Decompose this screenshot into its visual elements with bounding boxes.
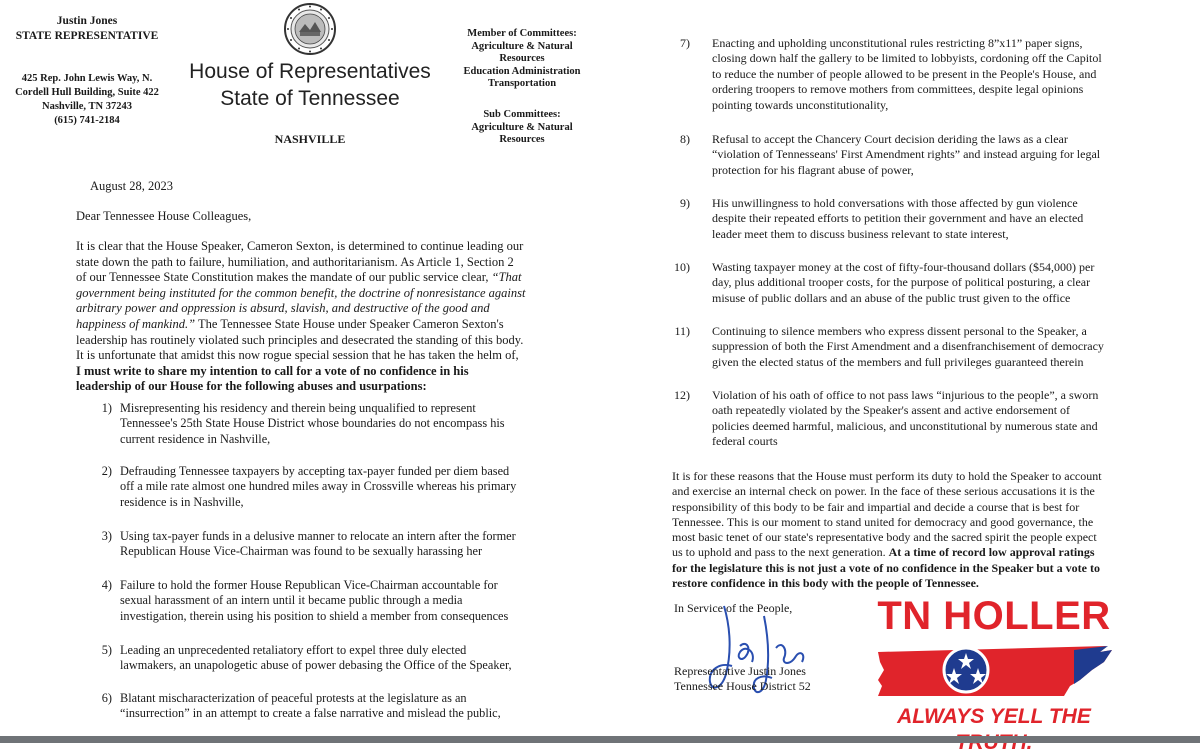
list-item-number: 11) <box>674 324 690 338</box>
salutation: Dear Tennessee House Colleagues, <box>76 209 252 223</box>
page-gap <box>598 0 642 743</box>
list-item-number: 5) <box>101 643 112 657</box>
subcommittees-block <box>452 109 592 147</box>
text-line: Misrepresenting his residency and therein being unqualified to represent <box>120 401 476 415</box>
text-line: ordering troopers to remove mothers from committees, despite legal opinions <box>712 82 1084 97</box>
text-line: responsibility of this body to be fair and impartial and decide a course that is best for <box>672 499 1080 514</box>
text-line: It is for these reasons that the House must perform its duty to hold the Speaker to account <box>672 469 1102 483</box>
text-line: Using tax-payer funds in a delusive manner to relocate an intern after the former <box>120 529 516 543</box>
text-line: His unwillingness to hold conversations with those affected by gun violence <box>712 196 1078 210</box>
tennessee-seal-icon <box>283 2 337 56</box>
letterhead-name-block <box>12 14 162 44</box>
city-name: NASHVILLE <box>274 132 346 146</box>
list-item-number: 4) <box>101 578 112 592</box>
committees-block <box>452 28 592 91</box>
text-line: “violation of Tennesseans' First Amendment rights” and instead arguing for legal <box>712 147 1101 162</box>
tn-holler-tagline: ALWAYS YELL THE <box>897 705 1091 728</box>
list-item-number: 2) <box>101 464 112 478</box>
list-item-text <box>712 132 1100 178</box>
committee-item: Agriculture & Natural <box>471 40 573 52</box>
letterhead-address <box>12 72 162 128</box>
intro-paragraph <box>76 239 596 395</box>
text-line: Refusal to accept the Chancery Court decision deriding the laws as a clear <box>712 132 1068 146</box>
tennessee-map-icon <box>874 640 1114 702</box>
text-line: closing down half the gallery to be limited to lobbyists, cordoning off the Capitol <box>712 51 1102 66</box>
text-line: lawmakers, an unapologetic abuse of power debasing the Office of the Speaker, <box>120 658 512 673</box>
signer-name: Representative Justin Jones <box>674 664 806 678</box>
address-line: Cordell Hull Building, Suite 422 <box>15 87 159 98</box>
text-line: restore confidence in this body with the people of Tennessee. <box>672 576 979 591</box>
rep-name: Justin Jones <box>56 15 118 27</box>
text-line: protection for his flagrant abuse of power, <box>712 162 914 177</box>
text-line: for the legislature this is not just a vote of no confidence in the Speaker but a vote to <box>672 560 1100 575</box>
text-line: most basic tenet of our state's representative body and the sacred spirit the people expect <box>672 530 1097 545</box>
letter-page-1 <box>0 0 598 743</box>
list-item-text <box>712 388 1098 450</box>
text-line: and exercise an internal check on power. In the face of these serious accusations it is the <box>672 484 1095 499</box>
text-line: residence is in Nashville, <box>120 494 244 509</box>
subcommittee-item: Agriculture & Natural <box>471 121 573 133</box>
list-item-text <box>712 36 1102 113</box>
text-line: federal courts <box>712 434 778 449</box>
text-line: to reduce the number of people allowed to be present in the People's House, and <box>712 66 1097 81</box>
text-line: us to uphold and pass to the next generation. At a time of record low approval ratings <box>672 545 1095 560</box>
text-line: Blatant mischaracterization of peaceful protests at the legislature as an <box>120 691 467 705</box>
text-line: Republican House Vice-Chairman was found to be sexually harassing her <box>120 544 483 559</box>
text-line: leader meet them to discuss business relevant to state interest, <box>712 226 1009 241</box>
list-item-text <box>712 260 1094 306</box>
house-title <box>176 58 444 112</box>
bottom-edge <box>0 736 1200 743</box>
text-line: despite their repeated efforts to petition their government and have an elected <box>712 211 1084 226</box>
list-item-number: 10) <box>674 260 690 274</box>
text-line: policies deemed harmful, malicious, and unconstitutional by numerous state and <box>712 418 1098 433</box>
text-line: government being instituted for the common benefit, the doctrine of nonresistance against <box>76 285 526 300</box>
text-line: leadership of our House for the following abuses and usurpations: <box>76 379 427 394</box>
letter-page-2 <box>642 0 1200 743</box>
text-line: state down the path to failure, humiliation, and authoritarianism. As Article 1, Section 2 <box>76 254 514 269</box>
text-line: leadership has routinely violated such principles and desecrated the standing of this body. <box>76 332 524 347</box>
committee-item: Education Administration <box>463 65 581 77</box>
list-item-number: 7) <box>680 36 690 50</box>
closing-paragraph <box>672 469 1198 591</box>
committee-item: Transportation <box>487 78 557 89</box>
list-item-text <box>712 324 1104 370</box>
signer-block <box>674 664 811 694</box>
letter-date: August 28, 2023 <box>90 179 173 193</box>
text-line: oath repeatedly violated by the Speaker's assent and active endorsement of <box>712 403 1071 418</box>
text-line: investigation, therein using his position to shield a member from consequences <box>120 608 509 623</box>
subcommittee-item: Resources <box>499 134 545 145</box>
list-item-number: 8) <box>680 132 690 146</box>
list-item-text <box>120 643 512 674</box>
list-item-number: 6) <box>101 691 112 705</box>
text-line: “insurrection” in an attempt to create a false narrative and mislead the public, <box>120 706 501 721</box>
text-line: suppression of both the First Amendment and a disenfranchisement of democracy <box>712 339 1104 354</box>
text-line: Violation of his oath of office to not pass laws “injurious to the people”, a sworn <box>712 388 1099 402</box>
text-line: misuse of public dollars and an abuse of the public trust given to the office <box>712 290 1071 305</box>
text-line: Tennessee. This is our moment to stand united for democracy and good governance, the <box>672 514 1094 529</box>
list-item-text <box>120 529 516 560</box>
list-item-number: 12) <box>674 388 690 402</box>
house-title-line: State of Tennessee <box>220 87 400 110</box>
house-title-line: House of Representatives <box>189 60 431 83</box>
subcommittees-title: Sub Committees: <box>483 109 561 120</box>
text-line: happiness of mankind.” The Tennessee State House under Speaker Cameron Sexton's <box>76 316 504 331</box>
text-line: given the elected status of the members and full privileges guaranteed therein <box>712 354 1084 369</box>
text-line: It is unfortunate that amidst this now rogue special session that he has taken the helm of, <box>76 348 519 363</box>
list-item-text <box>120 401 505 447</box>
text-line: Failure to hold the former House Republican Vice-Chairman accountable for <box>120 578 498 592</box>
signer-district: Tennessee House District 52 <box>674 679 811 693</box>
tn-holler-title: TN HOLLER <box>877 594 1111 638</box>
text-line: sexual harassment of an intern until it became public through a media <box>120 593 463 608</box>
text-line: It is clear that the House Speaker, Cameron Sexton, is determined to continue leading our <box>76 239 524 253</box>
list-item-number: 9) <box>680 196 690 210</box>
list-item-number: 1) <box>101 401 112 415</box>
committees-title: Member of Committees: <box>467 28 577 39</box>
text-line: Leading an unprecedented retaliatory effort to expel three duly elected <box>120 643 467 657</box>
rep-role: STATE REPRESENTATIVE <box>15 30 159 42</box>
text-line: Continuing to silence members who express dissent personal to the Speaker, a <box>712 324 1087 338</box>
text-line: of our Tennessee State Constitution makes the mandate of our public service clear, “That <box>76 270 522 285</box>
list-item-text <box>712 196 1083 242</box>
phone-number: (615) 741-2184 <box>54 115 120 126</box>
list-item-text <box>120 691 501 722</box>
address-line: 425 Rep. John Lewis Way, N. <box>21 73 153 84</box>
text-line: Defrauding Tennessee taxpayers by accepting tax-payer funded per diem based <box>120 464 510 478</box>
text-line: current residence in Nashville, <box>120 431 271 446</box>
text-line: Tennessee's 25th State House District whose boundaries do not encompass his <box>120 416 505 431</box>
list-item-number: 3) <box>101 529 112 543</box>
address-line: Nashville, TN 37243 <box>42 101 132 112</box>
text-line: off a mile rate almost one hundred miles away in Crossville whereas his primary <box>120 479 517 494</box>
committee-item: Resources <box>499 53 545 64</box>
text-line: I must write to share my intention to call for a vote of no confidence in his <box>76 363 469 378</box>
text-line: day, plus additional trooper costs, for the purpose of political posturing, a clear <box>712 275 1091 290</box>
sign-off: In Service of the People, <box>674 601 793 615</box>
text-line: pointing towards unconstitutionality, <box>712 97 889 112</box>
list-item-text <box>120 464 516 510</box>
text-line: Wasting taxpayer money at the cost of fifty-four-thousand dollars ($54,000) per <box>712 260 1095 274</box>
text-line: arbitrary power and oppression is absurd, slavish, and destructive of the good and <box>76 301 490 316</box>
list-item-text <box>120 578 508 624</box>
text-line: Enacting and upholding unconstitutional rules restricting 8”x11” paper signs, <box>712 36 1083 50</box>
